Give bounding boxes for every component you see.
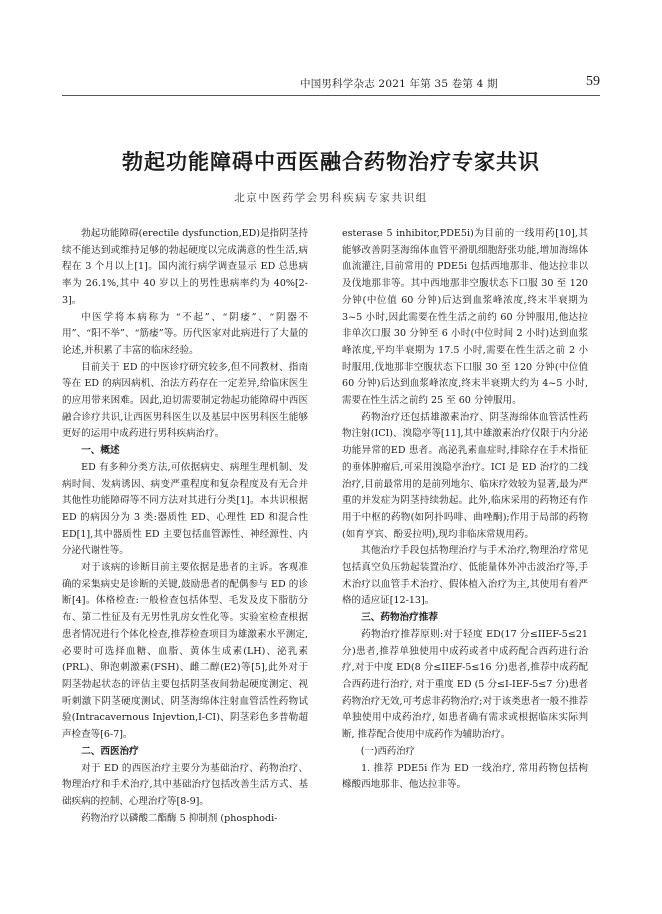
left-column: [62, 226, 308, 827]
header-rule: [62, 95, 600, 96]
paragraph: ED 有多种分类方法,可依据病史、病理生理机制、发病时间、发病诱因、病变严重程度和复杂程度及有无合并其他性功能障碍等不同方法对其进行分类[1]。本共识根据 ED 的病因分为 3 类:器质性 ED、心理性 ED 和混合性 ED[1],其中器质性 ED 主要包括血管源性、神经源性、内分泌代谢性等。: [62, 461, 308, 557]
paragraph: 1. 推荐 PDE5i 作为 ED 一线治疗, 常用药物包括枸橼酸西地那非、他达拉非等。: [342, 762, 588, 791]
page-number: 59: [586, 74, 600, 89]
paragraph: 中医学将本病称为 “不起”、“阴痿”、“阴器不用”、“阳不举”、“筋痿”等。历代医家对此病进行了大量的论述,并积累了丰富的临床经验。: [62, 311, 308, 356]
journal-citation: 中国男科学杂志 2021 年第 35 卷第 4 期: [300, 78, 498, 90]
paragraph: 药物治疗以磷酸二酯酶 5 抑制剂 (phosphodi-: [81, 812, 278, 824]
author-group: 北京中医药学会男科疾病专家共识组: [234, 192, 428, 204]
paragraph: 药物治疗推荐原则:对于轻度 ED(17 分≤IIEF-5≤21 分)患者,推荐单独使用中成药或者中成药配合西药进行治疗,对于中度 ED(8 分≤IIEF-5≤16 分)患者,推荐中成药配合西药进行治疗, 对于重度 ED (5 分≤I-IEF-5≤7 分)患者药物治疗无效,可考虑非药物治疗;对于该类患者一般不推荐单独使用中成药治疗, 如患者确有需求或根据临床实际判断, 推荐配合使用中成药作为辅助治疗。: [342, 628, 588, 741]
paragraph: 对于 ED 的西医治疗主要分为基础治疗、药物治疗、物理治疗和手术治疗,其中基础治疗包括改善生活方式、基础疾病的控制、心理治疗等[8-9]。: [62, 762, 308, 807]
right-column: [342, 226, 588, 794]
paragraph: 药物治疗还包括雄激素治疗、阴茎海绵体血管活性药物注射(ICI)、溴隐亭等[11],其中雄激素治疗仅限于内分泌功能异常的ED 患者。高泌乳素血症时,排除存在手术指征的垂体肿瘤后,可采用溴隐亭治疗。ICI 是 ED 治疗的二线治疗,目前最常用的是前列地尔、临床疗效较为显著,最为严重的并发症为阴茎持续勃起。此外,临床采用的药物还有作用于中枢的药物(如阿扑吗啡、曲唑酮);作用于局部的药物(如育亨宾、酚妥拉明),现均非临床常规用药。: [342, 411, 588, 540]
section-heading: 三、药物治疗推荐: [361, 612, 438, 624]
paragraph: 目前关于 ED 的中医诊疗研究较多,但不同教材、指南等在 ED 的病因病机、治法方药存在一定差异,给临床医生的应用带来困难。因此,迫切需要制定勃起功能障碍中西医融合诊疗共识,让西医男科医生以及基层中医男科医生能够更好的运用中成药进行男科疾病治疗。: [62, 361, 308, 440]
section-heading: 二、西医治疗: [81, 745, 139, 757]
paragraph: 勃起功能障碍(erectile dysfunction,ED)是指阴茎持续不能达到或维持足够的勃起硬度以完成满意的性生活,病程在 3 个月以上[1]。国内流行病学调查显示 ED 总患病率为 26.1%,其中 40 岁以上的男性患病率约为 40%[2-3]。: [62, 228, 308, 306]
subsection-heading: (一)西药治疗: [360, 745, 415, 757]
paragraph: esterase 5 inhibitor,PDE5i)为目前的一线用药[10],其能够改善阴茎海绵体血管平滑肌细胞舒张功能,增加海绵体血流灌注,目前常用的 PDE5i 包括西地那非、他达拉非以及伐地那非等。其中西地那非空腹状态下口服 30 至 120 分钟(中位值 60 分钟)后达到血浆峰浓度,终末半衰期为 3~5 小时,因此需要在性生活之前约 60 分钟服用,他达拉非单次口服 30 分钟至 6 小时(中位时间 2 小时)达到血浆峰浓度,平均半衰期为 17.5 小时,需要在性生活之前 2 小时服用,伐地那非空腹状态下口服 30 至 120 分钟(中位值 60 分钟)后达到血浆峰浓度,终末半衰期大约为 4~5 小时,需要在性生活之前约 25 至 60 分钟服用。: [342, 228, 588, 407]
section-heading: 一、概述: [81, 445, 120, 457]
paragraph: 其他治疗手段包括物理治疗与手术治疗,物理治疗常见包括真空负压勃起装置治疗、低能量体外冲击波治疗等,手术治疗以血管手术治疗、假体植入治疗为主,其使用有着严格的适应证[12-13]。: [342, 545, 588, 607]
paragraph: 对于该病的诊断目前主要依据是患者的主诉。客观准确的采集病史是诊断的关键,鼓励患者的配偶参与 ED 的诊断[4]。体格检查:一般检查包括体型、毛发及皮下脂肪分布、第二性征及有无男性乳房女性化等。实验室检查根据患者情况进行个体化检查,推荐检查项目为雄激素水平测定,必要时可选择血糖、血脂、黄体生成素(LH)、泌乳素(PRL)、卵泡刺激素(FSH)、雌二醇(E2)等[5],此外对于阴茎勃起状态的评估主要包括阴茎夜间勃起硬度测定、视听刺激下阴茎硬度测试、阴茎海绵体注射血管活性药物试验(Intracavernous Injevtion,I-CI)、阴茎彩色多普勒超声检查等[6-7]。: [62, 562, 308, 741]
paper-title: 勃起功能障碍中西医融合药物治疗专家共识: [122, 150, 540, 174]
running-header: [62, 72, 600, 92]
